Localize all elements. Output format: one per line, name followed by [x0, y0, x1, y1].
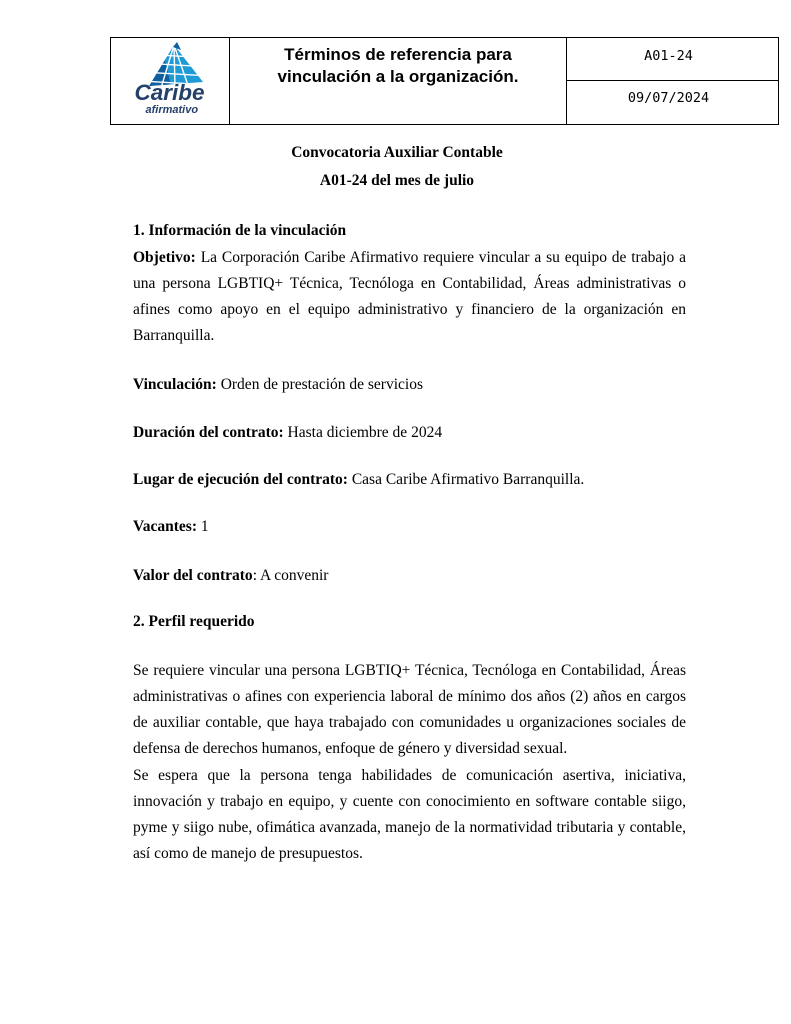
- section-heading: 1. Información de la vinculación: [133, 222, 347, 239]
- call-title: Convocatoria Auxiliar Contable: [291, 144, 503, 161]
- field-vinculacion: [133, 372, 686, 398]
- code-row: [567, 38, 778, 81]
- document-date: 09/07/2024: [627, 90, 710, 106]
- field-label: Duración del contrato:: [133, 424, 284, 441]
- date-row: [567, 81, 778, 124]
- objective-paragraph: [133, 245, 686, 349]
- section-heading: 2. Perfil requerido: [133, 613, 255, 630]
- paragraph-line: Se espera que la persona tenga habilidades de comunicación asertiva, iniciativa,: [133, 767, 686, 784]
- field-label: Valor del contrato: [133, 567, 253, 584]
- code-cell: [567, 38, 778, 124]
- paragraph-line: una persona LGBTIQ+ Técnica, Tecnóloga en Contabilidad, Áreas administrativas o: [133, 275, 686, 292]
- logo: [111, 38, 228, 123]
- call-subtitle: A01-24 del mes de julio: [319, 172, 475, 189]
- paragraph-line: Barranquilla.: [133, 327, 215, 344]
- objective-text: La Corporación Caribe Afirmativo requiere vincular a su equipo de trabajo a: [195, 249, 686, 266]
- logo-cell: [111, 38, 230, 124]
- paragraph-line: innovación y trabajo en equipo, y cuente con conocimiento en software contable siigo,: [133, 793, 686, 810]
- field-label: Lugar de ejecución del contrato:: [133, 471, 348, 488]
- paragraph-line: así como de manejo de presupuestos.: [133, 845, 363, 862]
- paragraph-line: [133, 245, 686, 271]
- header-table: [110, 37, 779, 125]
- field-lugar: [133, 467, 686, 493]
- title-cell: [230, 38, 567, 124]
- objective-label: Objetivo:: [133, 249, 196, 266]
- document-code: A01-24: [644, 48, 693, 64]
- logo-tagline: afirmativo: [145, 104, 199, 116]
- field-value: Casa Caribe Afirmativo Barranquilla.: [347, 471, 585, 488]
- profile-paragraph: [133, 658, 686, 762]
- document-title: [230, 44, 566, 88]
- paragraph-line: defensa de derechos humanos, enfoque de género y diversidad sexual.: [133, 740, 568, 757]
- paragraph-line: administrativas o afines con experiencia laboral de mínimo dos años (2) años en cargos: [133, 688, 686, 705]
- field-value: Hasta diciembre de 2024: [283, 424, 443, 441]
- field-label: Vinculación:: [133, 376, 217, 393]
- paragraph-line: de auxiliar contable, que haya trabajado con comunidades u organizaciones sociales de: [133, 714, 686, 731]
- field-valor: [133, 563, 686, 589]
- field-vacantes: [133, 514, 686, 540]
- field-duracion: [133, 420, 686, 446]
- field-value: 1: [197, 518, 209, 535]
- document-title-line: vinculación a la organización.: [277, 67, 519, 86]
- field-label: Vacantes:: [133, 518, 198, 535]
- field-value: Orden de prestación de servicios: [216, 376, 423, 393]
- paragraph-line: afines como apoyo en el equipo administrativo y financiero de la organización en: [133, 301, 686, 318]
- logo-name: Caribe: [134, 80, 205, 105]
- document-title-line: Términos de referencia para: [284, 45, 512, 64]
- skills-paragraph: [133, 763, 686, 867]
- paragraph-line: pyme y siigo nube, ofimática avanzada, manejo de la normatividad tributaria y contable,: [133, 819, 686, 836]
- field-value: : A convenir: [252, 567, 329, 584]
- paragraph-line: Se requiere vincular una persona LGBTIQ+ Técnica, Tecnóloga en Contabilidad, Áreas: [133, 662, 686, 679]
